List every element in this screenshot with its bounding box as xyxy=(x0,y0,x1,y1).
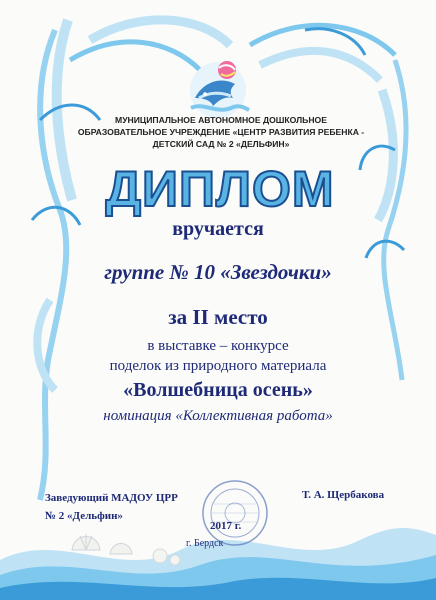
organization-name xyxy=(56,114,386,150)
contest-name: «Волшебница осень» xyxy=(123,379,313,401)
diploma-title-text: ДИПЛОМ xyxy=(105,161,335,217)
awarded-text: вручается xyxy=(172,218,264,240)
description-line-1: в выставке – конкурсе xyxy=(147,338,289,354)
organization-line-3: ДЕТСКИЙ САД № 2 «ДЕЛЬФИН» xyxy=(152,139,290,149)
signature-position xyxy=(45,489,178,525)
dolphin-logo xyxy=(183,52,253,122)
place-text: за II место xyxy=(168,305,268,329)
signature-position-line-1: Заведующий МАДОУ ЦРР xyxy=(45,492,178,504)
organization-line-2: ОБРАЗОВАТЕЛЬНОЕ УЧРЕЖДЕНИЕ «ЦЕНТР РАЗВИТИЯ РЕБЕНКА - xyxy=(77,127,365,137)
nomination-text: номинация «Коллективная работа» xyxy=(103,408,333,424)
description-line-2: поделок из природного материала xyxy=(109,358,327,374)
signature-position-line-2: № 2 «Дельфин» xyxy=(45,510,123,522)
organization-line-1: МУНИЦИПАЛЬНОЕ АВТОНОМНОЕ ДОШКОЛЬНОЕ xyxy=(115,115,327,125)
signature-name: Т. А. Щербакова xyxy=(302,489,385,501)
recipient-text: группе № 10 «Звездочки» xyxy=(104,260,332,284)
diploma-title xyxy=(100,160,340,220)
city-text: г. Бердск xyxy=(186,538,224,549)
year-text: 2017 г. xyxy=(210,520,242,532)
